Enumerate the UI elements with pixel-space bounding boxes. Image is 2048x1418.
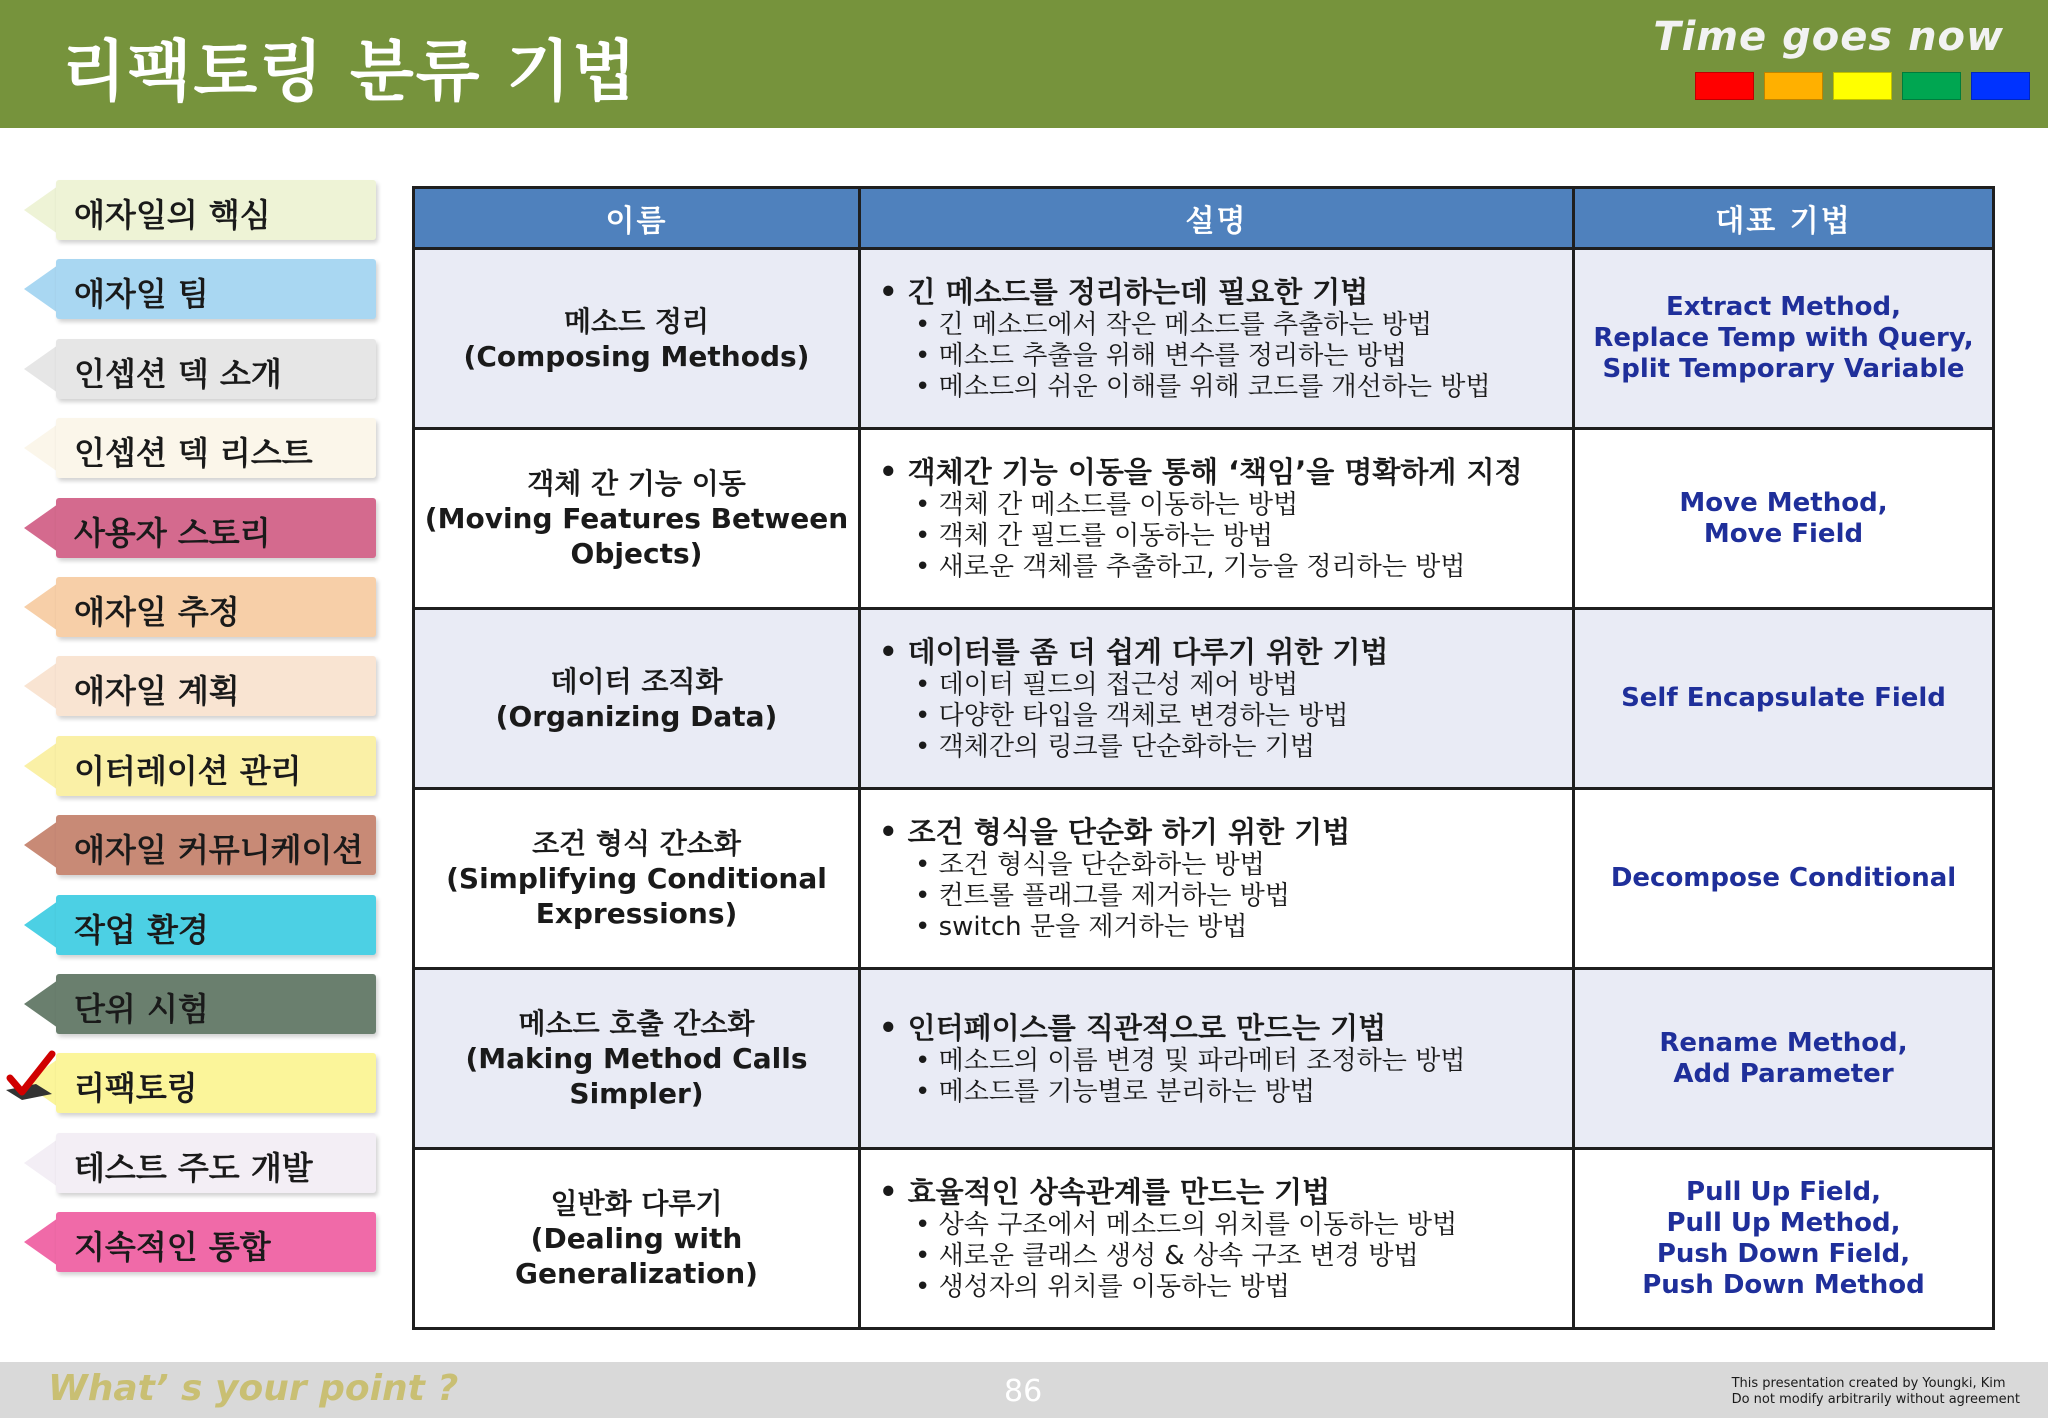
- sidebar-item-agile-communication[interactable]: [20, 813, 376, 877]
- sidebar-item-iteration-management[interactable]: [20, 734, 376, 798]
- description-bullet: • 상속 구조에서 메소드의 위치를 이동하는 방법: [915, 1210, 1458, 1240]
- sidebar-item-label: 이터레이션 관리: [74, 751, 302, 790]
- sidebar-item-label: 애자일 계획: [74, 672, 240, 711]
- category-name: [414, 429, 860, 609]
- footer-tagline: What’ s your point ?: [48, 1368, 459, 1409]
- description-bullet: • switch 문을 제거하는 방법: [915, 912, 1248, 942]
- category-name: [414, 249, 860, 429]
- description-lead: • 긴 메소드를 정리하는데 필요한 기법: [879, 275, 1369, 309]
- technique-line: Push Down Method: [1642, 1269, 1925, 1300]
- credit-line: This presentation created by Youngki, Kim: [1731, 1376, 2006, 1391]
- description-lead: • 조건 형식을 단순화 하기 위한 기법: [879, 815, 1351, 849]
- sidebar-item-agile-team[interactable]: [20, 257, 376, 321]
- credit-line: Do not modify arbitrarily without agreement: [1731, 1392, 2020, 1407]
- page-number: 86: [1004, 1374, 1043, 1409]
- technique-line: Self Encapsulate Field: [1621, 683, 1946, 713]
- category-description: [860, 249, 1574, 429]
- technique-line: Split Temporary Variable: [1602, 354, 1965, 384]
- description-bullet: • 컨트롤 플래그를 제거하는 방법: [915, 881, 1290, 911]
- technique-line: Add Parameter: [1673, 1058, 1894, 1089]
- sidebar-item-tdd[interactable]: [20, 1131, 376, 1195]
- page-title: 리팩토링 분류 기법: [62, 33, 639, 110]
- description-bullet: • 객체 간 메소드를 이동하는 방법: [915, 490, 1299, 520]
- column-header-techniques: 대표 기법: [1574, 188, 1994, 249]
- sidebar-item-label: 인셉션 덱 소개: [74, 354, 282, 393]
- refactoring-table: [412, 186, 1995, 1330]
- pencil-tip: [24, 265, 58, 313]
- technique-line: Rename Method,: [1659, 1027, 1908, 1058]
- sidebar-item-label: 지속적인 통합: [74, 1228, 271, 1267]
- pencil-tip: [24, 345, 58, 393]
- sidebar-item-continuous-integration[interactable]: [20, 1210, 376, 1274]
- color-swatch: [1971, 72, 2030, 100]
- category-name-line: (Composing Methods): [463, 339, 810, 373]
- sidebar-nav: [20, 178, 376, 1289]
- sidebar-item-agile-planning[interactable]: [20, 654, 376, 718]
- category-name-line: 일반화 다루기: [550, 1187, 723, 1220]
- category-name-line: 데이터 조직화: [550, 664, 723, 698]
- category-name-line: 객체 간 기능 이동: [527, 467, 746, 500]
- table-row: [414, 1149, 1994, 1329]
- technique-line: Move Method,: [1679, 487, 1888, 518]
- pencil-tip: [24, 1139, 58, 1187]
- representative-techniques: [1574, 969, 1994, 1149]
- category-description: [860, 1149, 1574, 1329]
- category-name-line: 메소드 호출 간소화: [518, 1007, 755, 1040]
- sidebar-item-label: 애자일의 핵심: [74, 196, 271, 234]
- pencil-tip: [24, 583, 58, 631]
- category-description: [860, 609, 1574, 789]
- description-bullet: • 다양한 타입을 객체로 변경하는 방법: [915, 701, 1349, 731]
- pencil-tip: [24, 424, 58, 472]
- color-swatches: [1695, 72, 2030, 100]
- sidebar-item-label: 애자일 추정: [74, 592, 240, 631]
- sidebar-item-inception-list[interactable]: [20, 416, 376, 480]
- description-bullet: • 긴 메소드에서 작은 메소드를 추출하는 방법: [915, 310, 1433, 340]
- table-row: [414, 429, 1994, 609]
- description-lead: • 데이터를 좀 더 쉽게 다루기 위한 기법: [879, 635, 1389, 669]
- description-bullet: • 메소드의 이름 변경 및 파라메터 조정하는 방법: [915, 1045, 1466, 1076]
- technique-line: Push Down Field,: [1656, 1238, 1911, 1269]
- sidebar-item-label: 사용자 스토리: [74, 513, 271, 552]
- sidebar-item-unit-test[interactable]: [20, 972, 376, 1036]
- sidebar-item-label: 리팩토링: [74, 1069, 198, 1108]
- representative-techniques: [1574, 789, 1994, 969]
- sidebar-item-agile-estimation[interactable]: [20, 575, 376, 639]
- category-name-line: Simpler): [569, 1077, 704, 1110]
- description-lead: • 효율적인 상속관계를 만드는 기법: [879, 1175, 1331, 1209]
- category-name-line: (Organizing Data): [495, 699, 778, 733]
- category-name: [414, 789, 860, 969]
- representative-techniques: [1574, 609, 1994, 789]
- technique-line: Pull Up Field,: [1686, 1176, 1881, 1207]
- table-row: [414, 969, 1994, 1149]
- pencil-tip: [24, 662, 58, 710]
- table-row: [414, 789, 1994, 969]
- pencil-tip: [24, 742, 58, 790]
- representative-techniques: [1574, 429, 1994, 609]
- sidebar-item-user-story[interactable]: [20, 496, 376, 560]
- color-swatch: [1833, 72, 1892, 100]
- table-row: [414, 609, 1994, 789]
- copyright-notice: [1732, 1376, 2020, 1408]
- color-swatch: [1902, 72, 1961, 100]
- description-bullet: • 새로운 객체를 추출하고, 기능을 정리하는 방법: [915, 552, 1466, 582]
- category-name-line: (Moving Features Between: [424, 502, 849, 535]
- description-bullet: • 새로운 클래스 생성 & 상속 구조 변경 방법: [915, 1241, 1419, 1271]
- sidebar-item-agile-core[interactable]: [20, 178, 376, 242]
- sidebar-item-work-environment[interactable]: [20, 893, 376, 957]
- pencil-tip: [24, 821, 58, 869]
- description-lead: • 객체간 기능 이동을 통해 ‘책임’을 명확하게 지정: [879, 455, 1523, 489]
- sidebar-item-label: 인셉션 덱 리스트: [74, 434, 313, 473]
- description-bullet: • 생성자의 위치를 이동하는 방법: [915, 1272, 1290, 1302]
- sidebar-item-label: 단위 시험: [74, 989, 209, 1028]
- category-description: [860, 789, 1574, 969]
- sidebar-item-label: 테스트 주도 개발: [74, 1148, 313, 1187]
- category-name: [414, 969, 860, 1149]
- technique-line: Pull Up Method,: [1666, 1207, 1901, 1238]
- description-bullet: • 데이터 필드의 접근성 제어 방법: [915, 670, 1299, 700]
- category-name-line: Expressions): [535, 897, 738, 930]
- technique-line: Extract Method,: [1665, 292, 1901, 322]
- category-name-line: (Dealing with Generalization): [515, 1222, 758, 1290]
- representative-techniques: [1574, 1149, 1994, 1329]
- description-bullet: • 조건 형식을 단순화하는 방법: [915, 850, 1265, 880]
- description-bullet: • 메소드 추출을 위해 변수를 정리하는 방법: [915, 341, 1407, 371]
- description-bullet: • 객체간의 링크를 단순화하는 기법: [915, 732, 1316, 762]
- color-swatch: [1764, 72, 1823, 100]
- description-bullet: • 메소드의 쉬운 이해를 위해 코드를 개선하는 방법: [915, 372, 1491, 402]
- category-name-line: (Making Method Calls: [465, 1042, 808, 1075]
- table-row: [414, 249, 1994, 429]
- technique-line: Move Field: [1703, 518, 1864, 549]
- pencil-tip: [24, 1218, 58, 1266]
- description-bullet: • 객체 간 필드를 이동하는 방법: [915, 521, 1274, 551]
- sidebar-item-inception-intro[interactable]: [20, 337, 376, 401]
- checkmark-icon: [2, 1050, 58, 1106]
- technique-line: Replace Temp with Query,: [1593, 323, 1974, 353]
- category-description: [860, 429, 1574, 609]
- description-lead: • 인터페이스를 직관적으로 만드는 기법: [879, 1010, 1387, 1045]
- column-header-description: 설명: [860, 188, 1574, 249]
- sidebar-item-label: 애자일 커뮤니케이션: [74, 831, 364, 870]
- category-description: [860, 969, 1574, 1149]
- category-name-line: Objects): [570, 537, 703, 570]
- pencil-tip: [24, 980, 58, 1028]
- sidebar-item-refactoring[interactable]: [20, 1051, 376, 1115]
- pencil-tip: [24, 504, 58, 552]
- representative-techniques: [1574, 249, 1994, 429]
- category-name-line: 조건 형식 간소화: [532, 827, 741, 860]
- technique-line: Decompose Conditional: [1610, 863, 1957, 893]
- category-name-line: (Simplifying Conditional: [446, 862, 827, 895]
- slogan-text: Time goes now: [1653, 14, 2004, 60]
- footer-bar: [0, 1362, 2048, 1418]
- color-swatch: [1695, 72, 1754, 100]
- category-name: [414, 1149, 860, 1329]
- category-name: [414, 609, 860, 789]
- pencil-tip: [24, 901, 58, 949]
- column-header-name: 이름: [414, 188, 860, 249]
- category-name-line: 메소드 정리: [564, 304, 709, 338]
- header-bar: [0, 0, 2048, 128]
- sidebar-item-label: 작업 환경: [74, 910, 209, 949]
- description-bullet: • 메소드를 기능별로 분리하는 방법: [915, 1076, 1316, 1107]
- sidebar-item-label: 애자일 팀: [74, 275, 209, 314]
- pencil-tip: [24, 186, 58, 234]
